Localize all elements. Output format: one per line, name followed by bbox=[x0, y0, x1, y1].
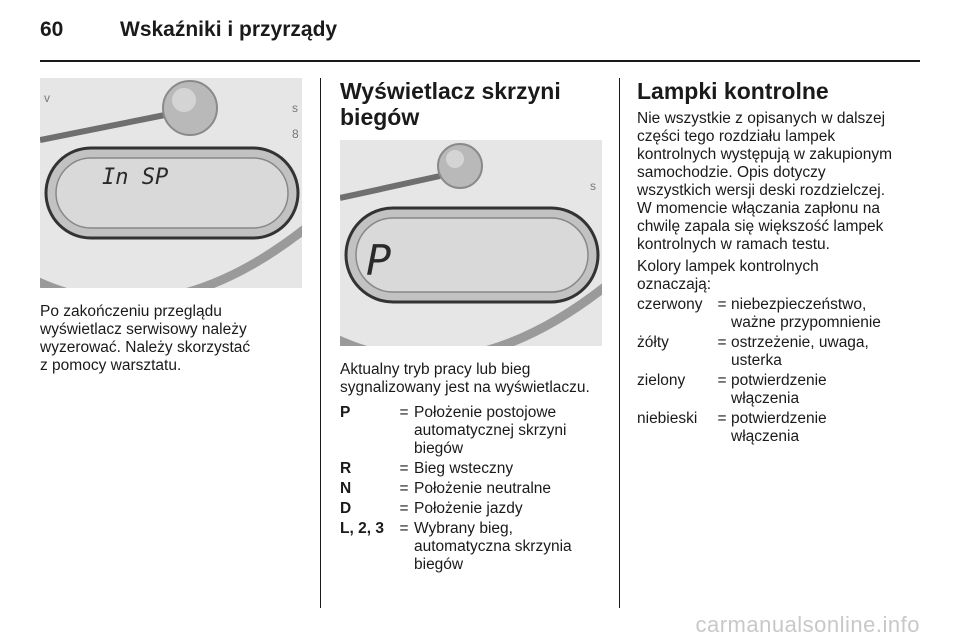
service-display-figure bbox=[40, 78, 302, 288]
service-caption bbox=[40, 303, 310, 375]
color-def-green: zielony = potwierdzenie włączenia bbox=[637, 372, 827, 407]
color-def-red: czerwony = niebezpieczeństwo, ważne przypomnienie bbox=[637, 296, 881, 331]
svg-text:s: s bbox=[590, 179, 596, 193]
gear-def-n: N = Położenie neutralne bbox=[340, 480, 552, 497]
gear-term: R bbox=[340, 460, 352, 477]
gear-term: L, 2, 3 bbox=[340, 520, 384, 537]
gear-intro: Aktualny tryb pracy lub bieg sygnalizowany jest na wyświetlaczu. bbox=[340, 361, 590, 396]
caption-line: wyzerować. Należy skorzystać bbox=[40, 339, 251, 356]
svg-text:8: 8 bbox=[292, 127, 299, 141]
gear-display-text: P bbox=[366, 236, 392, 285]
column-divider-2 bbox=[619, 78, 620, 608]
gear-definitions bbox=[340, 404, 615, 576]
warning-lights-intro: Nie wszystkie z opisanych w dalszej części tego rozdziału lampek kontrolnych występują w zakupionym samochodzie. Opis dotyczy wszystkich wersji deski rozdzielczej. W momencie włączania zapłonu na chwilę zapala się większość lampek kontrolnych w ramach testu. bbox=[637, 110, 893, 253]
service-display-text: In SP bbox=[102, 165, 169, 190]
gear-def-p: P = Położenie postojowe automatycznej skrzyni biegów bbox=[340, 404, 567, 457]
page-number: 60 bbox=[40, 18, 64, 41]
gear-term: P bbox=[340, 404, 351, 421]
gear-def-r: R = Bieg wsteczny bbox=[340, 460, 514, 477]
gear-term: N bbox=[340, 480, 352, 497]
gear-def-d: D = Położenie jazdy bbox=[340, 500, 523, 517]
color-definitions bbox=[637, 296, 927, 448]
watermark-text: carmanualsonline.info bbox=[695, 612, 920, 637]
caption-line: z pomocy warsztatu. bbox=[40, 357, 182, 374]
gear-term: D bbox=[340, 500, 352, 517]
caption-line: wyświetlacz serwisowy należy bbox=[40, 321, 247, 338]
color-def-yellow: żółty = ostrzeżenie, uwaga, usterka bbox=[637, 334, 869, 369]
gear-display-heading: Wyświetlacz skrzyni biegów bbox=[340, 78, 561, 130]
gear-def-l23: L, 2, 3 = Wybrany bieg, automatyczna skrzynia biegów bbox=[340, 520, 572, 573]
gear-cluster-illustration bbox=[340, 140, 602, 346]
warning-lights-heading: Lampki kontrolne bbox=[637, 78, 829, 104]
colors-intro: Kolory lampek kontrolnych oznaczają: bbox=[637, 258, 819, 293]
column-divider-1 bbox=[320, 78, 321, 608]
svg-text:v: v bbox=[44, 91, 50, 105]
gear-display-figure bbox=[340, 140, 602, 346]
header-rule bbox=[40, 60, 920, 62]
instrument-cluster-illustration bbox=[40, 78, 302, 288]
color-def-blue: niebieski = potwierdzenie włączenia bbox=[637, 410, 827, 445]
svg-text:s: s bbox=[292, 101, 298, 115]
caption-line: Po zakończeniu przeglądu bbox=[40, 303, 222, 320]
chapter-title: Wskaźniki i przyrządy bbox=[120, 18, 338, 41]
page-header bbox=[40, 18, 920, 58]
